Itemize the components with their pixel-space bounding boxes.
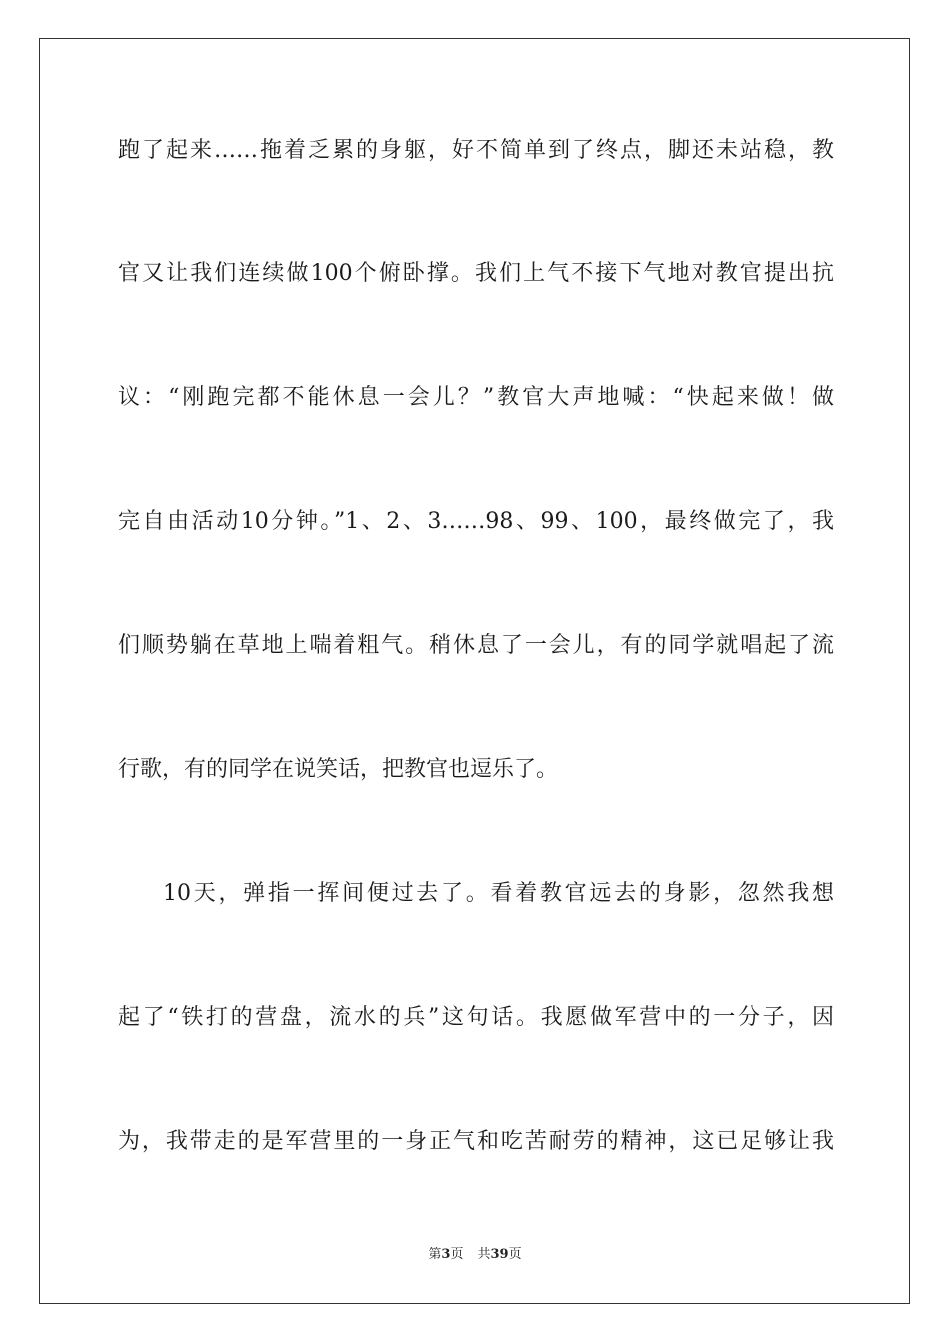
text-line: 官又让我们连续做100个俯卧撑。我们上气不接下气地对教官提出抗: [118, 261, 834, 286]
page-border: [39, 38, 910, 1304]
total-pages: 39: [490, 1247, 509, 1262]
page-footer: [0, 1246, 950, 1264]
total-suffix: 页: [508, 1247, 522, 1262]
paragraph-first-line: 10天，弹指一挥间便过去了。看着教官远去的身影，忽然我想: [163, 881, 834, 906]
text-line: 行歌，有的同学在说笑话，把教官也逗乐了。: [118, 757, 559, 782]
text-line: 跑了起来……拖着乏累的身躯，好不简单到了终点，脚还未站稳，教: [118, 138, 834, 163]
page-number: 3: [441, 1247, 451, 1262]
text-line: 起了“铁打的营盘，流水的兵”这句话。我愿做军营中的一分子，因: [118, 1005, 834, 1030]
total-prefix: 共: [477, 1247, 491, 1262]
text-line: 议：“刚跑完都不能休息一会儿？”教官大声地喊：“快起来做！做: [118, 385, 834, 410]
page-suffix: 页: [450, 1247, 464, 1262]
text-line: 为，我带走的是军营里的一身正气和吃苦耐劳的精神，这已足够让我: [118, 1129, 834, 1154]
text-line: 们顺势躺在草地上喘着粗气。稍休息了一会儿，有的同学就唱起了流: [118, 633, 834, 658]
text-line: 完自由活动10分钟。”1、2、3……98、99、100，最终做完了，我: [118, 509, 834, 534]
page-prefix: 第: [428, 1247, 442, 1262]
